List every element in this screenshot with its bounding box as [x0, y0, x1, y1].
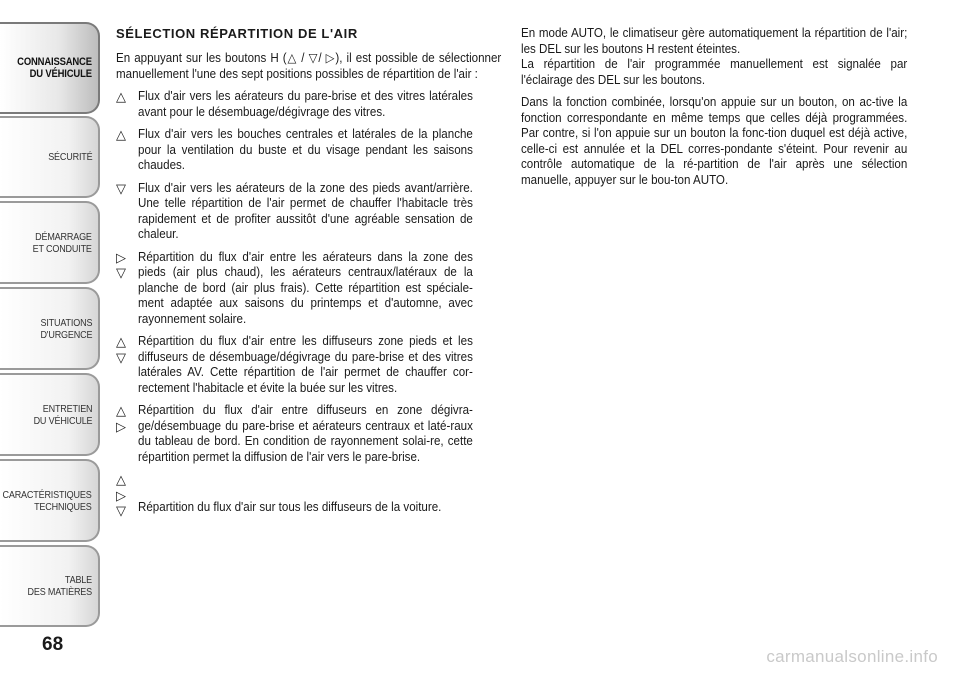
item-text: Flux d'air vers les bouches centrales et latérales de la planche pour la ventilation du buste et du visage pendant les saisons chaudes.	[138, 127, 473, 172]
windshield-vent-icon: △	[116, 472, 126, 487]
tab-situations-d-urgence[interactable]	[0, 287, 100, 370]
footwell-vent-icon: ▽	[116, 503, 126, 518]
tab-label: ENTRETIEN DU VÉHICULE	[33, 402, 92, 427]
item-text: Répartition du flux d'air entre les aérateurs dans la zone des pieds (air plus chaud), les aérateurs centraux/latéraux de la planche de bord (air plus frais). Cette répartition est spéciale-ment adaptée aux saisons du printemps et d'automne, avec rayonnement solaire.	[138, 249, 473, 326]
item-text: Flux d'air vers les aérateurs de la zone des pieds avant/arrière. Une telle répartition de l'air permet de chauffer l'habitacle très rapidement et de profiter aussitôt d'une agréable sensation de chaleur.	[138, 180, 473, 241]
distribution-icons	[116, 181, 138, 197]
air-distribution-section	[116, 26, 502, 526]
item-text: Flux d'air vers les aérateurs du pare-brise et des vitres latérales avant pour le désembuage/dégivrage des vitres.	[138, 89, 473, 119]
distribution-icons	[116, 472, 138, 519]
distribution-icons	[116, 403, 138, 434]
list-item	[116, 127, 502, 174]
page-number: 68	[42, 634, 64, 655]
tab-label: DÉMARRAGE ET CONDUITE	[32, 230, 92, 255]
tab-demarrage-et-conduite[interactable]	[0, 201, 100, 284]
distribution-icons	[116, 127, 138, 143]
footwell-vent-icon: ▽	[116, 180, 126, 196]
windshield-vent-icon: △	[116, 403, 126, 418]
tab-caracteristiques-techniques[interactable]	[0, 459, 100, 542]
tab-securite[interactable]	[0, 116, 100, 198]
auto-mode-section	[521, 26, 908, 195]
item-text: Répartition du flux d'air entre diffuseurs en zone dégivra-ge/désembuage du pare-brise et aérateurs centraux et laté-raux du tableau de bord. En condition de rayonnement solai-re, cette répartition permet la diffusion de l'air vers le pare-brise.	[138, 403, 473, 464]
tab-label: SÉCURITÉ	[47, 151, 92, 163]
dashboard-vent-icon: ▷	[116, 487, 126, 503]
tab-label: SITUATIONS D'URGENCE	[40, 316, 92, 341]
watermark: carmanualsonline.info	[766, 647, 938, 666]
list-item	[116, 403, 502, 465]
intro-paragraph: En appuyant sur les boutons H (△ / ▽/ ▷), il est possible de sélectionner manuellement l'une des sept positions possibles de répartition de l'air :	[116, 51, 502, 81]
combined-function-paragraph: Dans la fonction combinée, lorsqu'on appuie sur un bouton, on ac-tive la fonction correspondante en même temps que celles déjà programmées. Par contre, si l'on appuie sur un bouton la fonc-tion duquel est déjà active, celle-ci est annulée et la DEL corres-pondante s'éteint. Pour revenir au contrôle automatique de la ré-partition de l'air après une sélection manuelle, appuyer sur le bou-ton AUTO.	[521, 95, 908, 187]
tab-label: TABLE DES MATIÈRES	[27, 574, 92, 598]
list-item	[116, 472, 502, 519]
list-item	[116, 181, 502, 243]
distribution-icons	[116, 334, 138, 365]
dashboard-vent-icon: ▷	[116, 418, 126, 434]
item-text: Répartition du flux d'air entre les diffuseurs zone pieds et les diffuseurs de désembuage/dégivrage du pare-brise et des vitres latérales AV. Cette répartition de l'air permet de chauffer cor-rectement l'habitacle et évite la buée sur les vitres.	[138, 334, 473, 395]
section-title: SÉLECTION RÉPARTITION DE L'AIR	[116, 26, 358, 41]
distribution-icons	[116, 89, 138, 105]
footwell-vent-icon: ▽	[116, 265, 126, 280]
windshield-vent-icon: △	[116, 334, 126, 349]
tab-table-des-matieres[interactable]	[0, 545, 100, 627]
tab-connaissance-du-vehicule[interactable]	[0, 22, 100, 114]
footwell-vent-icon: ▽	[116, 349, 126, 365]
distribution-icons	[116, 250, 138, 281]
windshield-vent-icon: △	[116, 127, 126, 142]
list-item	[116, 250, 502, 328]
tab-entretien-du-vehicule[interactable]	[0, 373, 100, 456]
tab-label: CONNAISSANCE DU VÉHICULE	[17, 56, 92, 80]
list-item	[116, 89, 502, 120]
item-text: Répartition du flux d'air sur tous les diffuseurs de la voiture.	[138, 500, 442, 514]
dashboard-vent-icon: ▷	[116, 249, 126, 265]
auto-mode-paragraph: En mode AUTO, le climatiseur gère automatiquement la répartition de l'air; les DEL sur les boutons H restent éteintes. La répartition de l'air programmée manuellement est signalée par l'éclairage des DEL sur les boutons.	[521, 26, 908, 87]
list-item	[116, 334, 502, 396]
tab-label: CARACTÉRISTIQUES TECHNIQUES	[2, 488, 92, 513]
windshield-vent-icon: △	[116, 89, 126, 104]
